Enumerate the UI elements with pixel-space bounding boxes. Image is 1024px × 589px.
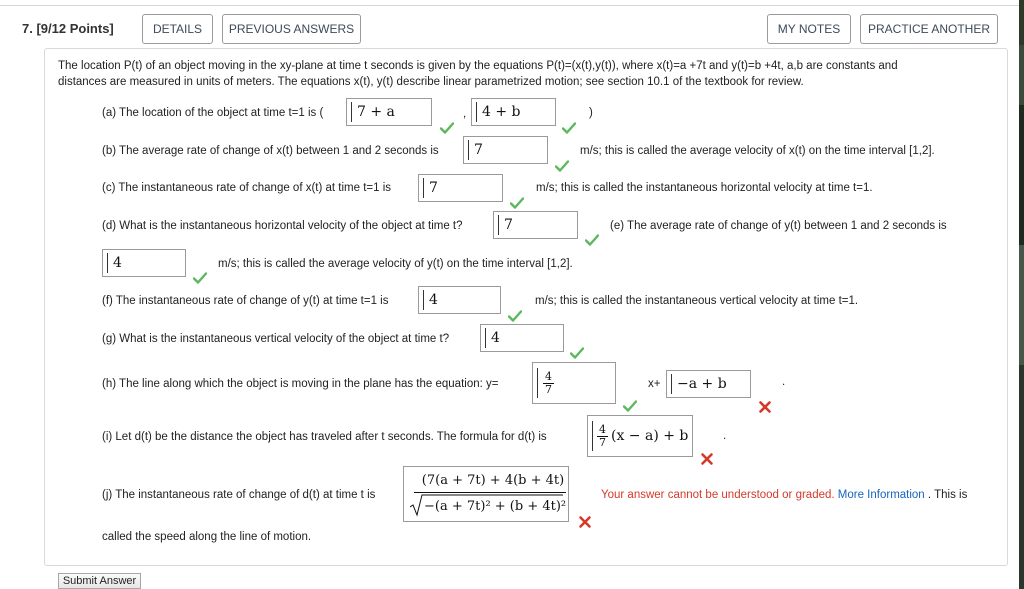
part-h-intercept-value: −a + b xyxy=(677,376,727,392)
part-j-denominator: −(a + 7t)² + (b + 4t)² xyxy=(424,499,567,514)
part-i-end: . xyxy=(723,430,727,442)
adjacent-window-edge xyxy=(1019,105,1024,245)
part-g-answer-value: 4 xyxy=(491,330,500,346)
part-a-prompt: (a) The location of the object at time t=1 is ( xyxy=(102,107,324,119)
part-i-denominator: 7 xyxy=(599,435,606,449)
part-f-answer-value: 4 xyxy=(429,292,438,308)
part-h-slope-answer[interactable] xyxy=(532,362,616,404)
question-header xyxy=(22,21,114,36)
part-h-slope-numerator: 4 xyxy=(545,369,552,383)
part-c-correct-check-icon xyxy=(510,196,524,210)
part-h-slope-correct-check-icon xyxy=(623,399,637,413)
practice-another-button[interactable]: PRACTICE ANOTHER xyxy=(860,14,998,44)
adjacent-window-edge xyxy=(1019,45,1024,105)
part-i-answer-rest: (x − a) + b xyxy=(611,428,689,444)
part-f-suffix: m/s; this is called the instantaneous vertical velocity at time t=1. xyxy=(535,295,859,307)
part-j-prompt: (j) The instantaneous rate of change of d(t) at time t is xyxy=(102,489,376,501)
part-h-slope-denominator: 7 xyxy=(545,382,552,396)
more-information-link[interactable]: More Information xyxy=(837,489,925,501)
part-g-answer[interactable] xyxy=(480,324,564,352)
part-f-correct-check-icon xyxy=(508,309,522,323)
part-b-correct-check-icon xyxy=(555,159,569,173)
part-a-x-correct-check-icon xyxy=(440,121,454,135)
part-i-answer[interactable] xyxy=(587,415,693,457)
part-a-answer-y-value: 4 + b xyxy=(482,104,521,120)
part-c-suffix: m/s; this is called the instantaneous horizontal velocity at time t=1. xyxy=(536,182,873,194)
part-b-answer[interactable] xyxy=(463,136,548,164)
part-i-numerator: 4 xyxy=(599,422,606,436)
intro-line-2: distances are measured in units of meters. The equations x(t), y(t) describe linear parametrized motion; see section 10.1 of the textbook for review. xyxy=(58,76,804,88)
part-i-prompt: (i) Let d(t) be the distance the object has traveled after t seconds. The formula for d(t) is xyxy=(102,431,547,443)
question-points: [9/12 Points] xyxy=(36,21,114,36)
part-h-prompt: (h) The line along which the object is moving in the plane has the equation: y= xyxy=(102,378,499,390)
adjacent-window-edge xyxy=(1019,245,1024,365)
part-d-prompt: (d) What is the instantaneous horizontal velocity of the object at time t? xyxy=(102,220,463,232)
part-d-correct-check-icon xyxy=(585,233,599,247)
part-a-close: ) xyxy=(589,107,593,119)
part-c-prompt: (c) The instantaneous rate of change of x(t) at time t=1 is xyxy=(102,182,392,194)
part-b-suffix: m/s; this is called the average velocity of x(t) on the time interval [1,2]. xyxy=(580,145,935,157)
part-a-answer-x-value: 7 + a xyxy=(357,104,395,120)
part-e-answer[interactable] xyxy=(102,249,186,277)
details-button[interactable]: DETAILS xyxy=(142,14,213,44)
intro-line-1: The location P(t) of an object moving in the xy-plane at time t seconds is given by the equations P(t)=(x(t),y(t)), where x(t)=a +7t and y(t)=b +4t, a,b are constants and xyxy=(58,60,898,72)
part-d-answer[interactable] xyxy=(493,211,578,239)
part-c-answer-value: 7 xyxy=(429,180,438,196)
part-b-prompt: (b) The average rate of change of x(t) between 1 and 2 seconds is xyxy=(102,145,439,157)
part-j-answer[interactable] xyxy=(403,466,569,522)
part-a-comma: , xyxy=(463,108,467,120)
part-i-fraction xyxy=(597,424,608,449)
part-a-answer-x[interactable] xyxy=(346,98,432,126)
part-j-line2: called the speed along the line of motion. xyxy=(102,531,312,543)
part-j-fraction-bar xyxy=(414,492,566,493)
part-a-answer-y[interactable] xyxy=(471,98,556,126)
part-i-incorrect-x-icon xyxy=(700,452,714,466)
adjacent-window-edge xyxy=(1019,365,1024,589)
my-notes-button[interactable]: MY NOTES xyxy=(767,14,851,44)
part-c-answer[interactable] xyxy=(418,174,503,202)
previous-answers-button[interactable]: PREVIOUS ANSWERS xyxy=(222,14,361,44)
part-h-intercept-answer[interactable] xyxy=(666,370,751,398)
part-j-after: . This is xyxy=(927,489,968,501)
part-d-answer-value: 7 xyxy=(504,217,513,233)
part-h-end: . xyxy=(782,376,786,388)
part-e-answer-value: 4 xyxy=(113,255,122,271)
part-g-prompt: (g) What is the instantaneous vertical velocity of the object at time t? xyxy=(102,333,450,345)
part-e-suffix: m/s; this is called the average velocity of y(t) on the time interval [1,2]. xyxy=(218,258,573,270)
part-j-feedback xyxy=(601,489,967,501)
part-h-intercept-incorrect-x-icon xyxy=(758,400,772,414)
part-h-slope-fraction xyxy=(543,371,554,396)
part-e-prompt: (e) The average rate of change of y(t) between 1 and 2 seconds is xyxy=(610,220,947,232)
part-j-numerator: (7(a + 7t) + 4(b + 4t) xyxy=(421,473,565,488)
part-g-correct-check-icon xyxy=(570,346,584,360)
part-a-y-correct-check-icon xyxy=(562,121,576,135)
part-b-answer-value: 7 xyxy=(474,142,483,158)
part-h-xplus: x+ xyxy=(648,378,661,390)
part-j-incorrect-x-icon xyxy=(578,515,592,529)
part-f-prompt: (f) The instantaneous rate of change of y(t) at time t=1 is xyxy=(102,295,389,307)
top-divider xyxy=(0,5,1024,6)
part-f-answer[interactable] xyxy=(418,286,501,314)
part-j-error-text: Your answer cannot be understood or graded. xyxy=(601,489,835,501)
question-number: 7. xyxy=(22,21,33,36)
submit-answer-button[interactable]: Submit Answer xyxy=(58,573,141,589)
adjacent-window-edge xyxy=(1019,0,1024,45)
part-e-correct-check-icon xyxy=(193,271,207,285)
